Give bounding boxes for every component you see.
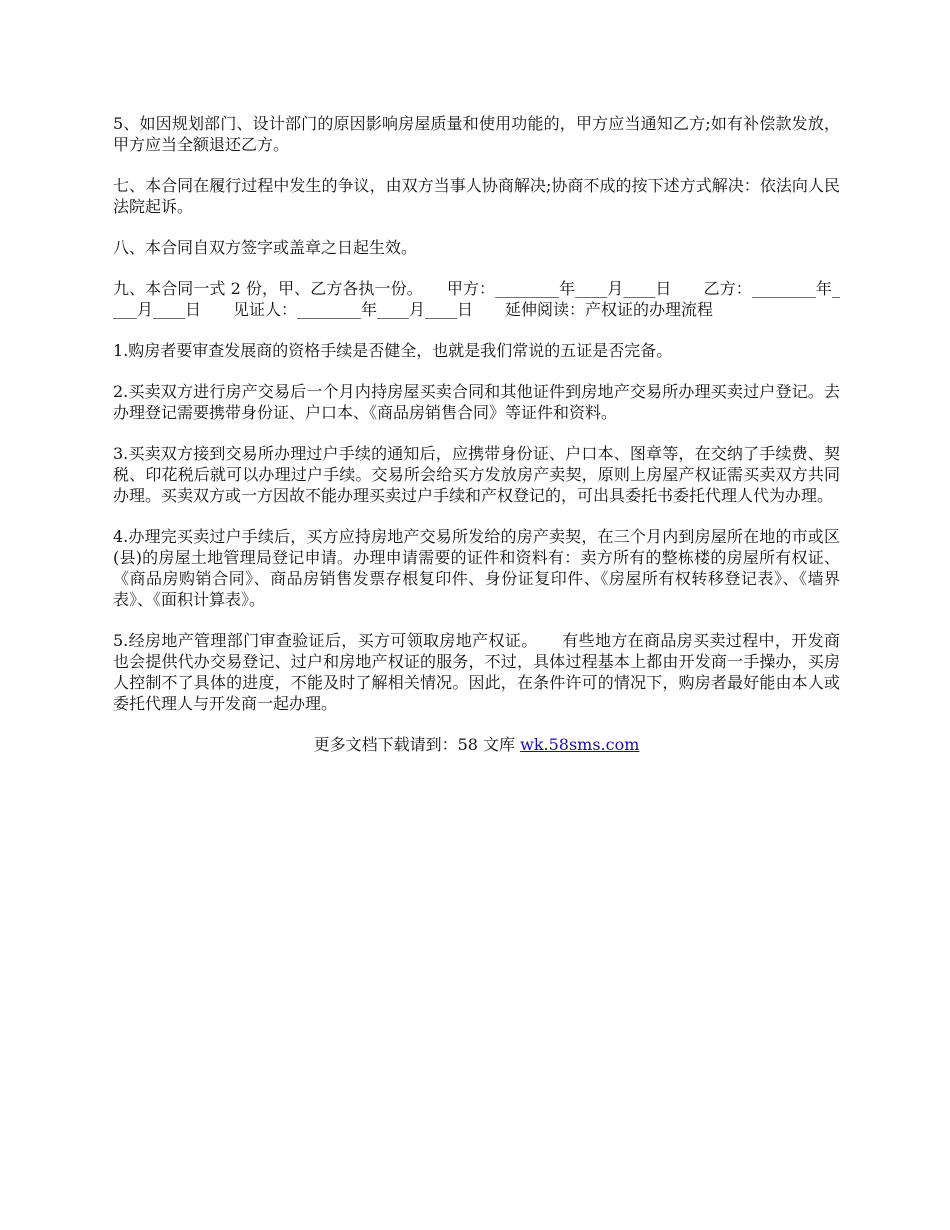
document-body <box>113 113 840 755</box>
paragraph-clause-5: 5、如因规划部门、设计部门的原因影响房屋质量和使用功能的，甲方应当通知乙方;如有补偿款发放，甲方应当全额退还乙方。 <box>113 114 840 154</box>
footer-prefix: 更多文档下载请到：58 文库 <box>313 735 521 754</box>
paragraph-step-2: 2.买卖双方进行房产交易后一个月内持房屋买卖合同和其他证件到房地产交易所办理买卖过户登记。去办理登记需要携带身份证、户口本、《商品房销售合同》等证件和资料。 <box>113 382 840 422</box>
paragraph-step-5: 5.经房地产管理部门审查验证后，买方可领取房地产权证。 有些地方在商品房买卖过程中，开发商也会提供代办交易登记、过户和房地产权证的服务，不过，具体过程基本上都由开发商一手操办，买房人控制不了具体的进度，不能及时了解相关情况。因此，在条件许可的情况下，购房者最好能由本人或委托代理人与开发商一起办理。 <box>113 631 840 713</box>
download-footer <box>113 734 840 755</box>
paragraph-clause-7: 七、本合同在履行过程中发生的争议，由双方当事人协商解决;协商不成的按下述方式解决：依法向人民法院起诉。 <box>113 176 840 216</box>
paragraph-clause-9: 九、本合同一式 2 份，甲、乙方各执一份。 甲方：________年____月____日 乙方：________年____月____日 见证人：________年____月____日 延伸阅读：产权证的办理流程 <box>113 279 840 319</box>
paragraph-clause-8: 八、本合同自双方签字或盖章之日起生效。 <box>113 238 418 257</box>
footer-link[interactable]: wk.58sms.com <box>520 735 640 754</box>
paragraph-step-4: 4.办理完买卖过户手续后，买方应持房地产交易所发给的房产卖契，在三个月内到房屋所在地的市或区(县)的房屋土地管理局登记申请。办理申请需要的证件和资料有：卖方所有的整栋楼的房屋所有权证、《商品房购销合同》、商品房销售发票存根复印件、身份证复印件、《房屋所有权转移登记表》、《墙界表》、《面积计算表》。 <box>113 527 840 609</box>
paragraph-step-1: 1.购房者要审查发展商的资格手续是否健全，也就是我们常说的五证是否完备。 <box>113 341 673 360</box>
paragraph-step-3: 3.买卖双方接到交易所办理过户手续的通知后，应携带身份证、户口本、图章等，在交纳了手续费、契税、印花税后就可以办理过户手续。交易所会给买方发放房产卖契，原则上房屋产权证需买卖双方共同办理。买卖双方或一方因故不能办理买卖过户手续和产权登记的，可出具委托书委托代理人代为办理。 <box>113 444 840 505</box>
